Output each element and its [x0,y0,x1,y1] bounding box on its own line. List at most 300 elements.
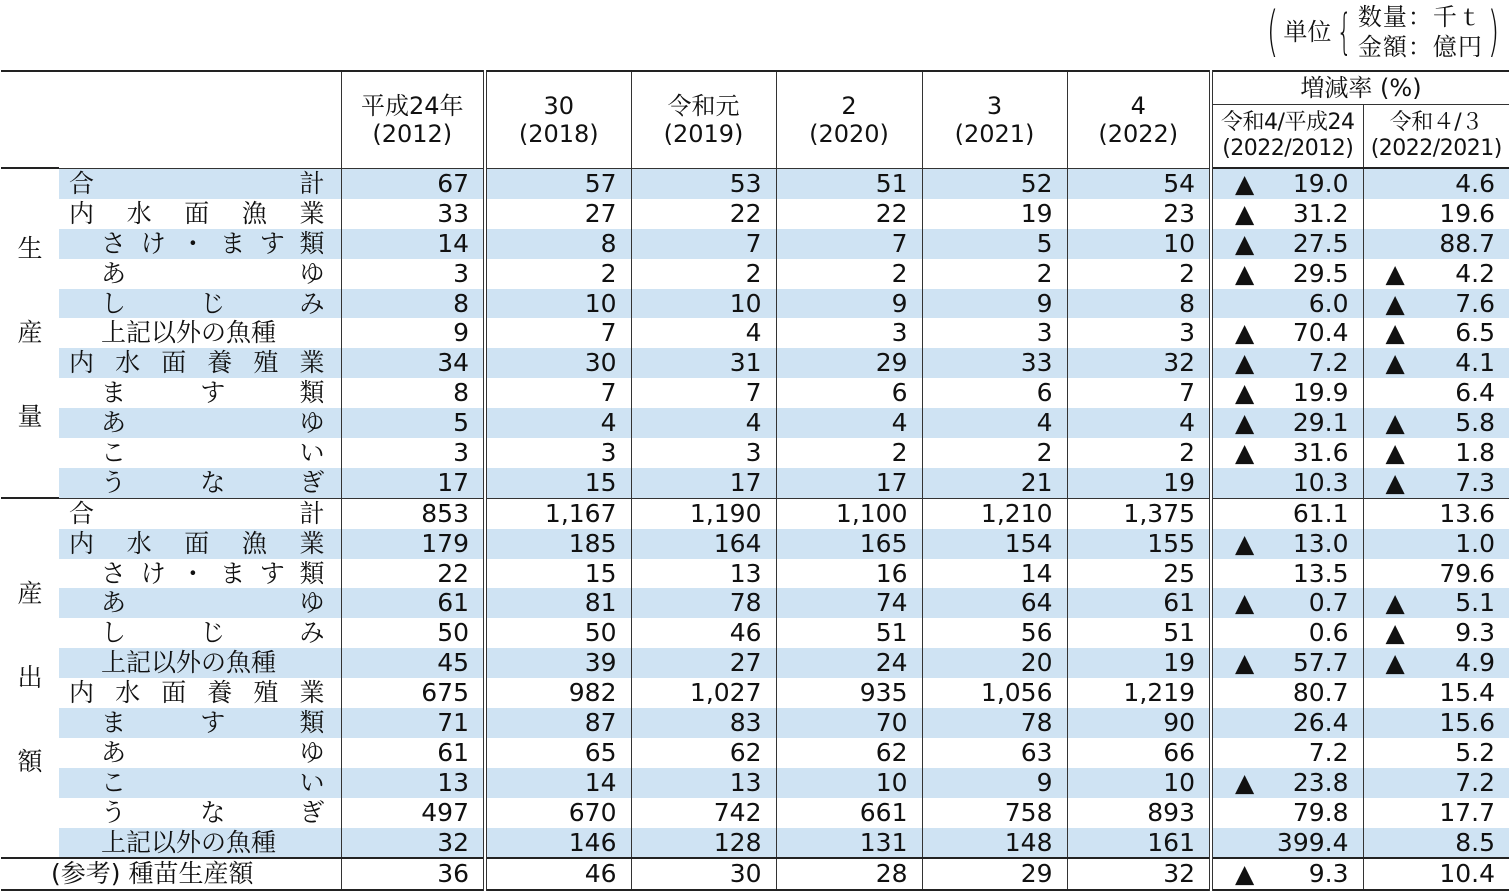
value-cell: 2 [631,259,776,289]
section-label-char: 産 [17,318,43,348]
decrease-triangle-icon [1364,560,1386,588]
table-row [1,348,1509,378]
value-cell: 146 [485,828,631,859]
inland-fisheries-table [1,70,1509,891]
decrease-triangle-icon: ▲ [1235,168,1255,198]
value-cell: 30 [631,858,776,890]
growth-cell-2022-2021 [1363,378,1509,408]
row-label-part: う [101,467,127,497]
section-label [1,168,59,498]
growth-cell-2022-2012 [1211,559,1363,589]
row-label-part: ・ [180,228,206,258]
growth-cell-2022-2021 [1363,438,1509,468]
row-label-part: 内 [69,348,95,378]
decrease-triangle-icon: ▲ [1235,767,1255,797]
decrease-triangle-icon: ▲ [1385,348,1405,378]
value-cell: 7 [1067,378,1211,408]
value-cell: 56 [922,618,1067,648]
header-year-0: 平成24年 (2012) [341,71,485,168]
decrease-triangle-icon: ▲ [1235,648,1255,678]
value-cell: 9 [922,768,1067,798]
growth-cell-2022-2021 [1363,588,1509,618]
growth-value: 4.2 [1455,258,1496,288]
reference-label: (参考) 種苗生産額 [1,858,341,890]
growth-value: 0.6 [1308,618,1349,648]
section-label-char: 産 [17,579,43,609]
unit-prefix: 単位 [1283,18,1332,46]
row-label-part: 面 [161,348,187,378]
growth-value: 17.7 [1439,797,1496,827]
unit-amount: 金額：億円 [1357,33,1483,61]
unit-note [1262,2,1504,62]
row-label [59,588,341,618]
row-label [59,408,341,438]
row-label [59,498,341,528]
value-cell: 3 [341,259,485,289]
row-label-part: い [299,767,325,797]
growth-value: 0.7 [1308,588,1349,618]
value-cell: 61 [341,738,485,768]
value-cell: 31 [631,348,776,378]
value-cell: 20 [922,648,1067,678]
row-label-part: ぎ [299,467,325,497]
decrease-triangle-icon [1364,739,1386,767]
growth-value: 15.4 [1439,678,1496,708]
value-cell: 8 [341,289,485,319]
value-cell: 6 [922,378,1067,408]
value-cell: 19 [922,199,1067,229]
growth-value: 27.5 [1292,228,1349,258]
row-label [59,438,341,468]
value-cell: 71 [341,708,485,738]
value-cell: 24 [776,648,922,678]
decrease-triangle-icon: ▲ [1235,198,1255,228]
growth-cell-2022-2021 [1363,348,1509,378]
value-cell: 32 [341,828,485,859]
row-label-part: 面 [184,198,210,228]
value-cell: 87 [485,708,631,738]
row-label-part: け [140,558,166,588]
growth-value: 6.0 [1308,288,1349,318]
row-label-part: 類 [299,378,325,408]
row-label-part: あ [101,258,127,288]
value-cell: 27 [631,648,776,678]
value-cell: 50 [341,618,485,648]
growth-value: 29.1 [1292,408,1349,438]
value-cell: 3 [922,318,1067,348]
value-cell: 10 [1067,229,1211,259]
value-cell: 4 [1067,408,1211,438]
value-cell: 29 [922,858,1067,890]
growth-cell-2022-2021 [1363,168,1509,199]
growth-value: 19.0 [1292,168,1349,198]
row-label-part: 内 [69,528,95,558]
value-cell: 3 [485,438,631,468]
row-label-part: す [259,558,285,588]
value-cell: 7 [485,318,631,348]
table-row [1,378,1509,408]
header-growth-col-2: 令和４/３ (2022/2021) [1363,105,1509,169]
row-label-part: あ [101,588,127,618]
row-label-part: ゆ [299,737,325,767]
table-header [1,71,1509,168]
growth-cell-2022-2012 [1211,738,1363,768]
growth-cell-2022-2021 [1363,259,1509,289]
value-cell: 22 [631,199,776,229]
value-cell: 70 [776,708,922,738]
growth-cell-2022-2012 [1211,348,1363,378]
decrease-triangle-icon [1213,619,1235,647]
growth-cell-2022-2012 [1211,289,1363,319]
header-year-5: 4 (2022) [1067,71,1211,168]
row-label-part: な [200,797,226,827]
row-label-part: ま [220,558,246,588]
header-growth-title: 増減率 (%) [1211,71,1509,105]
row-label-part: 計 [299,498,325,528]
growth-value: 31.6 [1292,438,1349,467]
row-label-part: 漁 [241,198,267,228]
decrease-triangle-icon: ▲ [1235,528,1255,558]
value-cell: 16 [776,559,922,589]
decrease-triangle-icon: ▲ [1385,438,1405,467]
growth-value: 26.4 [1292,708,1349,737]
value-cell: 17 [631,468,776,498]
decrease-triangle-icon: ▲ [1385,588,1405,618]
row-label-part: な [200,467,226,497]
row-label-part: す [200,708,226,737]
growth-value: 88.7 [1439,228,1496,258]
table-row [1,199,1509,229]
row-label-part: い [299,438,325,467]
growth-cell-2022-2021 [1363,738,1509,768]
decrease-triangle-icon [1213,739,1235,767]
value-cell: 853 [341,498,485,528]
decrease-triangle-icon [1213,560,1235,588]
growth-cell-2022-2021 [1363,798,1509,828]
value-cell: 161 [1067,828,1211,859]
growth-cell-2022-2021 [1363,529,1509,559]
row-label-part: 類 [299,708,325,737]
value-cell: 17 [341,468,485,498]
row-label [59,798,341,828]
value-cell: 46 [485,858,631,890]
decrease-triangle-icon: ▲ [1385,288,1405,318]
value-cell: 9 [922,289,1067,319]
section-label-char: 出 [17,663,43,693]
value-cell: 81 [485,588,631,618]
value-cell: 1,375 [1067,498,1211,528]
decrease-triangle-icon: ▲ [1385,648,1405,678]
value-cell: 15 [485,468,631,498]
row-label-part: し [101,288,127,318]
row-label [59,648,341,678]
decrease-triangle-icon: ▲ [1235,408,1255,438]
value-cell: 893 [1067,798,1211,828]
row-label-part: こ [101,767,127,797]
growth-cell-2022-2021 [1363,708,1509,738]
row-label [59,618,341,648]
row-label-part: 業 [299,198,325,228]
row-label-part: 水 [126,528,152,558]
row-label-part: ま [101,378,127,408]
growth-value: 13.5 [1292,558,1349,588]
row-label-part: す [200,378,226,408]
value-cell: 63 [922,738,1067,768]
decrease-triangle-icon: ▲ [1235,318,1255,348]
growth-value: 5.1 [1455,588,1496,618]
value-cell: 2 [776,259,922,289]
table-row [1,588,1509,618]
value-cell: 742 [631,798,776,828]
table-row [1,408,1509,438]
row-label-part: ま [220,228,246,258]
value-cell: 935 [776,678,922,708]
value-cell: 10 [1067,768,1211,798]
value-cell: 1,190 [631,498,776,528]
value-cell: 5 [341,408,485,438]
row-label-part: 面 [161,678,187,708]
value-cell: 78 [922,708,1067,738]
row-label-part: ゆ [299,258,325,288]
growth-cell-2022-2021 [1363,408,1509,438]
value-cell: 50 [485,618,631,648]
value-cell: 3 [1067,318,1211,348]
close-paren: ) [1487,0,1500,63]
decrease-triangle-icon: ▲ [1235,228,1255,258]
row-label-part: 水 [115,348,141,378]
value-cell: 4 [631,318,776,348]
row-label-part: ・ [180,558,206,588]
value-cell: 33 [922,348,1067,378]
table-row [1,678,1509,708]
row-label-part: じ [200,618,226,648]
value-cell: 21 [922,468,1067,498]
value-cell: 53 [631,168,776,199]
value-cell: 8 [485,229,631,259]
value-cell: 34 [341,348,485,378]
row-label [59,678,341,708]
growth-cell-2022-2021 [1363,559,1509,589]
growth-cell-2022-2012 [1211,378,1363,408]
value-cell: 27 [485,199,631,229]
value-cell: 2 [485,259,631,289]
header-blank [1,71,341,168]
open-paren: ( [1267,0,1279,63]
table-body [1,168,1509,890]
value-cell: 51 [776,168,922,199]
growth-cell-2022-2021 [1363,678,1509,708]
growth-cell-2022-2021 [1363,289,1509,319]
decrease-triangle-icon [1213,709,1235,737]
growth-cell-2022-2012 [1211,529,1363,559]
growth-cell-2022-2021 [1363,828,1509,859]
table-row [1,648,1509,678]
value-cell: 29 [776,348,922,378]
growth-cell-2022-2012 [1211,468,1363,498]
growth-value: 399.4 [1276,827,1349,857]
row-label-part: 計 [299,168,325,198]
value-cell: 3 [776,318,922,348]
row-label [59,318,341,348]
value-cell: 33 [341,199,485,229]
growth-cell-2022-2012 [1211,498,1363,528]
growth-value: 29.5 [1292,258,1349,288]
row-label-part: じ [200,288,226,318]
growth-cell-2022-2012 [1211,438,1363,468]
value-cell: 52 [922,168,1067,199]
value-cell: 6 [776,378,922,408]
row-label [59,378,341,408]
growth-value: 4.6 [1455,168,1496,198]
growth-cell-2022-2021 [1363,768,1509,798]
value-cell: 2 [922,438,1067,468]
decrease-triangle-icon: ▲ [1235,438,1255,467]
row-label-part: 上記以外の魚種 [101,648,277,678]
row-label [59,828,341,859]
value-cell: 14 [485,768,631,798]
decrease-triangle-icon [1213,290,1235,318]
growth-cell-2022-2012 [1211,229,1363,259]
row-label-part: み [299,618,325,648]
row-label [59,168,341,199]
row-label-part: け [140,228,166,258]
row-label-part: 養 [207,678,233,708]
decrease-triangle-icon [1364,769,1386,797]
growth-cell-2022-2012 [1211,618,1363,648]
row-label-part: み [299,288,325,318]
value-cell: 4 [776,408,922,438]
decrease-triangle-icon [1364,679,1386,707]
value-cell: 61 [1067,588,1211,618]
value-cell: 1,056 [922,678,1067,708]
unit-quantity: 数量：千ｔ [1357,3,1483,31]
row-label-part: 漁 [241,528,267,558]
value-cell: 1,027 [631,678,776,708]
value-cell: 128 [631,828,776,859]
value-cell: 148 [922,828,1067,859]
value-cell: 185 [485,529,631,559]
growth-cell-2022-2021 [1363,648,1509,678]
row-label [59,529,341,559]
value-cell: 2 [776,438,922,468]
value-cell: 165 [776,529,922,559]
table-row [1,618,1509,648]
row-label [59,708,341,738]
row-label-part: う [101,797,127,827]
value-cell: 22 [341,559,485,589]
value-cell: 3 [341,438,485,468]
growth-cell-2022-2012 [1211,408,1363,438]
growth-value: 23.8 [1292,767,1349,797]
value-cell: 28 [776,858,922,890]
row-label-part: 業 [299,678,325,708]
row-label-part: さ [101,558,127,588]
value-cell: 1,210 [922,498,1067,528]
row-label-part: 殖 [253,348,279,378]
value-cell: 15 [485,559,631,589]
growth-value: 7.2 [1308,737,1349,767]
value-cell: 65 [485,738,631,768]
value-cell: 5 [922,229,1067,259]
row-label-part: 上記以外の魚種 [101,318,277,348]
growth-value: 19.6 [1439,198,1496,228]
growth-cell-2022-2012 [1211,768,1363,798]
row-label-part: さ [101,228,127,258]
value-cell: 13 [631,768,776,798]
header-growth-col-1: 令和4/平成24 (2022/2012) [1211,105,1363,169]
row-label-part: ぎ [299,797,325,827]
decrease-triangle-icon [1364,230,1386,258]
value-cell: 51 [776,618,922,648]
row-label-part: 養 [207,348,233,378]
growth-value: 7.6 [1455,288,1496,318]
value-cell: 14 [341,229,485,259]
row-label-part: 類 [299,558,325,588]
decrease-triangle-icon [1364,799,1386,827]
growth-value: 1.0 [1455,528,1496,558]
value-cell: 179 [341,529,485,559]
value-cell: 661 [776,798,922,828]
row-label-part: 合 [69,168,95,198]
value-cell: 675 [341,678,485,708]
growth-value: 70.4 [1292,318,1349,348]
decrease-triangle-icon: ▲ [1385,258,1405,288]
decrease-triangle-icon: ▲ [1385,408,1405,438]
value-cell: 32 [1067,858,1211,890]
growth-value: 7.2 [1455,767,1496,797]
header-year-1: 30 (2018) [485,71,631,168]
row-label-part: 殖 [253,678,279,708]
growth-cell-2022-2012 [1211,648,1363,678]
value-cell: 154 [922,529,1067,559]
growth-cell-2022-2012 [1211,708,1363,738]
table-row [1,828,1509,859]
decrease-triangle-icon [1364,500,1386,528]
value-cell: 14 [922,559,1067,589]
value-cell: 758 [922,798,1067,828]
growth-value: 79.8 [1292,797,1349,827]
row-label [59,738,341,768]
decrease-triangle-icon [1364,709,1386,737]
growth-value: 15.6 [1439,708,1496,737]
value-cell: 497 [341,798,485,828]
value-cell: 30 [485,348,631,378]
growth-cell-2022-2012 [1211,798,1363,828]
table-row [1,559,1509,589]
growth-cell-2022-2012 [1211,259,1363,289]
value-cell: 17 [776,468,922,498]
value-cell: 670 [485,798,631,828]
value-cell: 51 [1067,618,1211,648]
decrease-triangle-icon [1213,469,1235,497]
value-cell: 9 [776,289,922,319]
growth-value: 7.2 [1308,348,1349,378]
value-cell: 13 [341,768,485,798]
growth-value: 5.2 [1455,737,1496,767]
value-cell: 2 [922,259,1067,289]
value-cell: 32 [1067,348,1211,378]
growth-cell-2022-2012 [1211,168,1363,199]
decrease-triangle-icon [1364,530,1386,558]
growth-cell-2022-2021 [1363,618,1509,648]
value-cell: 10 [631,289,776,319]
value-cell: 3 [631,438,776,468]
value-cell: 46 [631,618,776,648]
row-label-part: 内 [69,198,95,228]
row-label-part: ゆ [299,408,325,438]
decrease-triangle-icon [1213,500,1235,528]
row-label-part: ゆ [299,588,325,618]
